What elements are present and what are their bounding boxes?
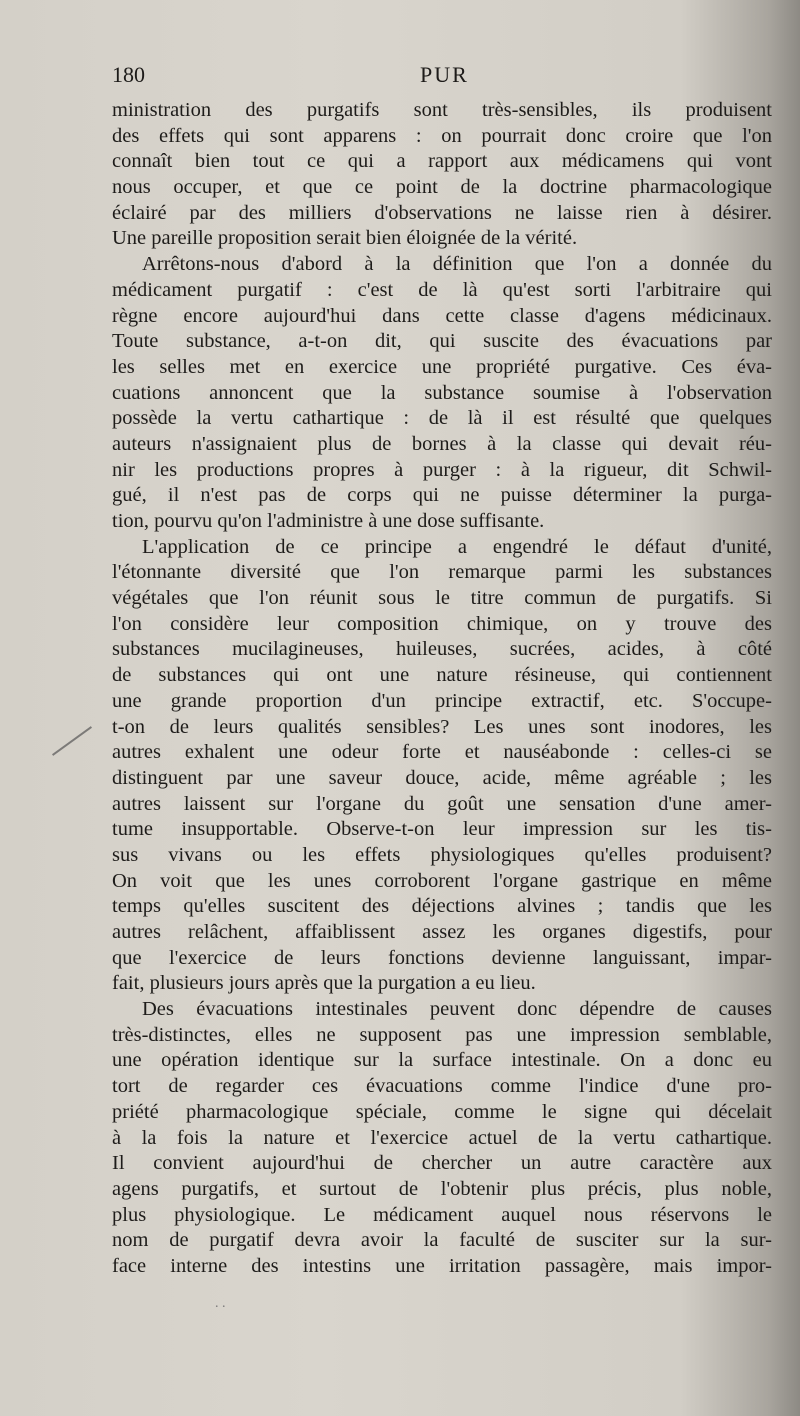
text-line: fait, plusieurs jours après que la purgation a eu lieu. xyxy=(112,972,536,995)
text-line: l'on considère leur composition chimique, on y trouve des xyxy=(112,612,772,635)
text-line: médicament purgatif : c'est de là qu'est sorti l'arbitraire qui xyxy=(112,278,772,301)
text-line: gué, il n'est pas de corps qui ne puisse déterminer la purga- xyxy=(112,484,772,507)
text-line: t-on de leurs qualités sensibles? Les unes sont inodores, les xyxy=(112,715,772,738)
text-line: possède la vertu cathartique : de là il est résulté que quelques xyxy=(112,407,772,430)
text-line: l'étonnante diversité que l'on remarque parmi les substances xyxy=(112,561,772,584)
text-line: ministration des purgatifs sont très-sensibles, ils produisent xyxy=(112,99,772,121)
text-line: de substances qui ont une nature résineuse, qui contiennent xyxy=(112,664,772,687)
page-header xyxy=(112,62,772,96)
text-line: Des évacuations intestinales peuvent donc dépendre de causes xyxy=(142,998,772,1021)
text-line: Arrêtons-nous d'abord à la définition que l'on a donnée du xyxy=(142,253,772,276)
text-line: tume insupportable. Observe-t-on leur impression sur les tis- xyxy=(112,818,772,841)
text-line: autres relâchent, affaiblissent assez les organes digestifs, pour xyxy=(112,921,772,943)
text-line: connaît bien tout ce qui a rapport aux médicamens qui vont xyxy=(112,150,772,173)
text-line: végétales que l'on réunit sous le titre commun de purgatifs. Si xyxy=(112,587,772,610)
text-line: L'application de ce principe a engendré le défaut d'unité, xyxy=(142,535,772,558)
text-line: autres laissent sur l'organe du goût une sensation d'une amer- xyxy=(112,792,772,815)
text-line: sus vivans ou les effets physiologiques qu'elles produisent? xyxy=(112,843,772,866)
text-line: Une pareille proposition serait bien éloignée de la vérité. xyxy=(112,227,578,250)
text-line: priété pharmacologique spéciale, comme le signe qui décelait xyxy=(112,1100,772,1123)
text-line: nir les productions propres à purger : à la rigueur, dit Schwil- xyxy=(112,458,772,481)
text-line: face interne des intestins une irritation passagère, mais impor- xyxy=(112,1254,772,1277)
text-line: éclairé par des milliers d'observations ne laisse rien à désirer. xyxy=(112,201,772,224)
text-line: substances mucilagineuses, huileuses, sucrées, acides, à côté xyxy=(112,638,772,661)
text-line: les selles met en exercice une propriété purgative. Ces éva- xyxy=(112,355,772,378)
text-line: distinguent par une saveur douce, acide, même agréable ; les xyxy=(112,766,772,789)
text-line: autres exhalent une odeur forte et nauséabonde : celles-ci se xyxy=(112,741,772,764)
page-number: 180 xyxy=(112,62,145,87)
running-head: PUR xyxy=(420,62,469,87)
text-line: que l'exercice de leurs fonctions devienne languissant, impar- xyxy=(112,946,772,969)
text-line: à la fois la nature et l'exercice actuel de la vertu cathartique. xyxy=(112,1126,772,1149)
text-line: temps qu'elles suscitent des déjections alvines ; tandis que les xyxy=(112,895,772,918)
text-line: très-distinctes, elles ne supposent pas une impression semblable, xyxy=(112,1023,772,1046)
text-line: nous occuper, et que ce point de la doctrine pharmacologique xyxy=(112,176,772,199)
text-line: Toute substance, a-t-on dit, qui suscite des évacuations par xyxy=(112,330,772,353)
text-line: nom de purgatif devra avoir la faculté de susciter sur la sur- xyxy=(112,1229,772,1252)
text-line: auteurs n'assignaient plus de bornes à la classe qui devait réu- xyxy=(112,432,772,455)
text-line: plus physiologique. Le médicament auquel nous réservons le xyxy=(112,1203,772,1226)
text-line: agens purgatifs, et surtout de l'obtenir plus précis, plus noble, xyxy=(112,1177,772,1200)
ink-specks: . . xyxy=(215,1296,226,1311)
text-line: tort de regarder ces évacuations comme l'indice d'une pro- xyxy=(112,1075,772,1098)
margin-pencil-mark xyxy=(52,726,92,756)
text-line: règne encore aujourd'hui dans cette classe d'agens médicinaux. xyxy=(112,304,772,327)
text-line: tion, pourvu qu'on l'administre à une dose suffisante. xyxy=(112,510,545,532)
text-line: une opération identique sur la surface intestinale. On a donc eu xyxy=(112,1049,772,1072)
text-line: des effets qui sont apparens : on pourrait donc croire que l'on xyxy=(112,124,772,147)
text-line: cuations annoncent que la substance soumise à l'observation xyxy=(112,381,772,404)
text-line: une grande proportion d'un principe extractif, etc. S'occupe- xyxy=(112,689,772,712)
text-line: Il convient aujourd'hui de chercher un autre caractère aux xyxy=(112,1152,772,1175)
text-line: On voit que les unes corroborent l'organe gastrique en même xyxy=(112,869,772,892)
body-text xyxy=(112,98,772,1280)
